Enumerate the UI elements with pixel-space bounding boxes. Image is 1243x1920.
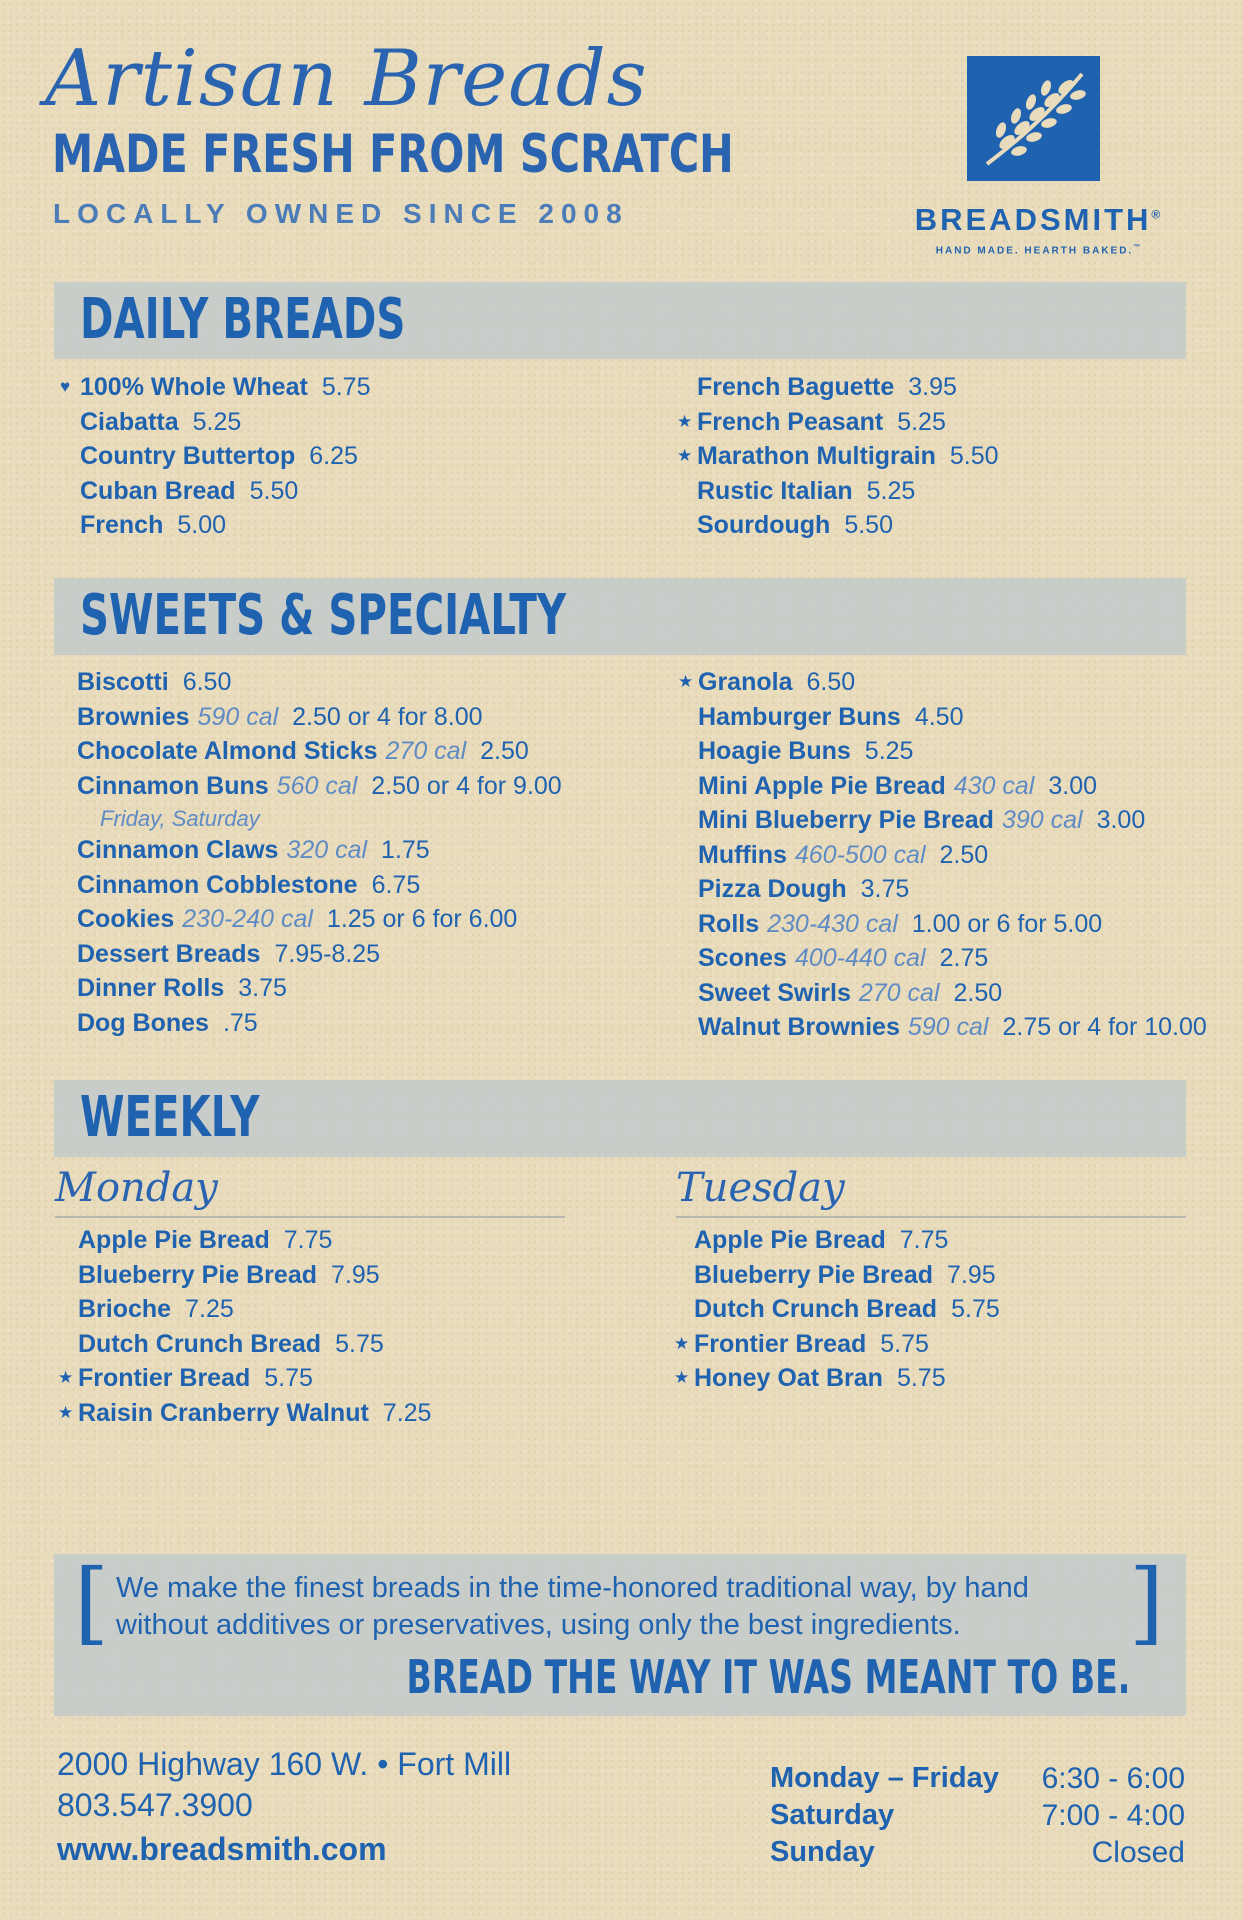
item-price: 5.25 xyxy=(897,407,946,436)
item-name: Raisin Cranberry Walnut xyxy=(78,1398,369,1427)
hours-day-weekdays: Monday – Friday xyxy=(770,1762,999,1794)
item-name: Frontier Bread xyxy=(78,1364,251,1392)
item-price: 2.75 or 4 for 10.00 xyxy=(1002,1013,1207,1041)
menu-item xyxy=(58,1398,432,1427)
menu-item xyxy=(677,442,999,470)
item-price: 7.95 xyxy=(331,1260,380,1289)
star-icon: ★ xyxy=(674,1368,690,1387)
item-name: Rustic Italian xyxy=(697,476,853,505)
address: 2000 Highway 160 W. • Fort Mill xyxy=(57,1746,512,1782)
item-name: Ciabatta xyxy=(80,407,179,436)
brand-tagline: HAND MADE. HEARTH BAKED.™ xyxy=(935,244,1143,257)
item-name: Cinnamon Buns xyxy=(77,771,269,800)
menu-item xyxy=(77,939,381,968)
star-icon: ★ xyxy=(677,446,693,465)
monday-heading: Monday xyxy=(55,1165,218,1211)
item-price: 7.25 xyxy=(382,1398,432,1427)
menu-item xyxy=(697,513,893,538)
menu-item xyxy=(77,838,430,863)
menu-item xyxy=(77,771,562,800)
item-price: 1.25 or 6 for 6.00 xyxy=(326,905,518,933)
menu-item xyxy=(697,375,957,400)
item-name: Country Buttertop xyxy=(80,442,296,470)
item-price: 6.50 xyxy=(182,668,232,696)
quote-line-2: without additives or preservatives, using only the best ingredients. xyxy=(116,1609,961,1641)
item-name: Rolls xyxy=(698,909,760,938)
menu-item xyxy=(58,1364,313,1392)
item-price: 5.50 xyxy=(249,476,299,505)
item-name: Dutch Crunch Bread xyxy=(78,1329,322,1358)
item-price: 7.75 xyxy=(899,1226,949,1254)
menu-item xyxy=(78,1228,332,1253)
item-price: 3.95 xyxy=(908,373,957,401)
item-price: 4.50 xyxy=(914,702,964,731)
item-name: Brownies xyxy=(77,702,190,731)
item-price: 5.50 xyxy=(844,511,893,539)
item-name: Dinner Rolls xyxy=(77,974,225,1002)
menu-item xyxy=(698,739,913,764)
menu-item xyxy=(60,373,371,401)
item-calories: 230-430 cal xyxy=(767,909,898,938)
tuesday-heading: Tuesday xyxy=(676,1165,845,1211)
menu-item xyxy=(77,670,231,695)
item-price: 2.75 xyxy=(939,944,989,972)
menu-item xyxy=(77,976,287,1001)
menu-item xyxy=(80,444,358,469)
weekly-title: WEEKLY xyxy=(80,1085,260,1150)
item-calories: 460-500 cal xyxy=(794,840,926,869)
item-name: French Peasant xyxy=(697,407,884,436)
item-price: 5.50 xyxy=(949,442,999,470)
item-name: Apple Pie Bread xyxy=(78,1226,270,1254)
item-price: 7.75 xyxy=(283,1226,333,1254)
item-calories: 320 cal xyxy=(286,836,368,864)
item-price: 1.75 xyxy=(381,836,430,864)
item-name: Granola xyxy=(698,668,793,696)
item-name: Muffins xyxy=(698,840,787,869)
item-name: Dog Bones xyxy=(77,1008,209,1037)
tuesday-divider xyxy=(676,1216,1186,1218)
item-name: Scones xyxy=(698,944,787,972)
item-price: 2.50 xyxy=(953,978,1003,1007)
item-name: Mini Blueberry Pie Bread xyxy=(698,806,994,834)
menu-item xyxy=(80,476,299,505)
hours-day-saturday: Saturday xyxy=(770,1799,895,1831)
item-name: 100% Whole Wheat xyxy=(80,373,308,401)
item-price: 2.50 or 4 for 9.00 xyxy=(371,771,562,800)
cinnamon-buns-note: Friday, Saturday xyxy=(100,806,260,831)
item-price: 3.75 xyxy=(238,974,287,1002)
item-calories: 430 cal xyxy=(953,771,1035,800)
menu-item xyxy=(694,1297,1000,1322)
item-price: 7.25 xyxy=(185,1295,234,1323)
menu-item xyxy=(674,1364,946,1392)
item-name: Blueberry Pie Bread xyxy=(694,1260,933,1289)
quote-text xyxy=(116,1570,1029,1644)
item-calories: 590 cal xyxy=(197,702,279,731)
item-name: Mini Apple Pie Bread xyxy=(698,771,946,800)
item-price: 2.50 or 4 for 8.00 xyxy=(292,702,483,731)
menu-item xyxy=(698,840,989,869)
star-icon: ★ xyxy=(58,1402,74,1422)
daily-breads-title: DAILY BREADS xyxy=(80,287,406,352)
daily-breads-band xyxy=(54,282,1186,359)
quote-band xyxy=(54,1550,1186,1716)
item-price: 5.75 xyxy=(335,1329,384,1358)
item-name: Hamburger Buns xyxy=(698,702,901,731)
item-calories: 270 cal xyxy=(858,978,940,1007)
sweets-title: SWEETS & SPECIALTY xyxy=(80,583,567,648)
menu-item xyxy=(694,1228,948,1253)
item-price: 1.00 or 6 for 5.00 xyxy=(911,909,1103,938)
menu-item xyxy=(77,739,529,764)
menu-item xyxy=(698,877,909,902)
item-name: French xyxy=(80,511,164,539)
star-icon: ★ xyxy=(58,1368,74,1387)
menu-item xyxy=(678,668,856,696)
item-name: Honey Oat Bran xyxy=(694,1364,883,1392)
breadsmith-logo xyxy=(967,56,1100,181)
item-name: Sourdough xyxy=(697,511,831,539)
headline: MADE FRESH FROM SCRATCH xyxy=(52,124,734,185)
star-icon: ★ xyxy=(674,1333,690,1353)
item-calories: 560 cal xyxy=(276,771,358,800)
menu-item xyxy=(77,870,421,899)
menu-item xyxy=(77,1008,258,1037)
item-price: 5.25 xyxy=(866,476,916,505)
menu-item xyxy=(698,808,1145,833)
menu-item xyxy=(78,1329,384,1358)
item-name: Walnut Brownies xyxy=(698,1013,900,1041)
item-calories: 390 cal xyxy=(1001,806,1083,834)
item-calories: 270 cal xyxy=(385,737,467,765)
item-price: 2.50 xyxy=(480,737,529,765)
menu-item xyxy=(698,946,988,971)
menu-item xyxy=(698,702,964,731)
quote-line-1: We make the finest breads in the time-honored traditional way, by hand xyxy=(116,1572,1029,1604)
item-price: 5.75 xyxy=(264,1364,313,1392)
hours-day-sunday: Sunday xyxy=(770,1836,875,1868)
menu-item xyxy=(698,978,1003,1007)
item-name: Biscotti xyxy=(77,668,169,696)
slogan: BREAD THE WAY IT WAS MEANT TO BE. xyxy=(406,1650,1130,1704)
weekly-band xyxy=(54,1080,1186,1157)
item-name: Blueberry Pie Bread xyxy=(78,1260,317,1289)
item-price: 3.00 xyxy=(1048,771,1098,800)
item-price: 3.00 xyxy=(1096,806,1146,834)
item-price: 5.75 xyxy=(321,373,371,401)
item-name: Hoagie Buns xyxy=(698,737,851,765)
star-icon: ★ xyxy=(677,411,693,431)
item-price: 2.50 xyxy=(939,840,989,869)
item-name: Dessert Breads xyxy=(77,939,261,968)
item-calories: 590 cal xyxy=(907,1013,989,1041)
item-price: 5.75 xyxy=(951,1295,1000,1323)
item-calories: 400-440 cal xyxy=(794,944,926,972)
item-price: 5.00 xyxy=(177,511,227,539)
menu-item xyxy=(697,476,916,505)
menu-item xyxy=(677,407,946,436)
menu-item xyxy=(698,771,1098,800)
item-calories: 230-240 cal xyxy=(182,905,313,933)
open-bracket: [ xyxy=(74,1550,110,1655)
menu-item xyxy=(78,1297,234,1322)
item-price: 6.50 xyxy=(806,668,856,696)
item-price: 7.95 xyxy=(947,1260,996,1289)
item-price: 7.95-8.25 xyxy=(274,939,381,968)
item-name: French Baguette xyxy=(697,373,895,401)
wheat-icon xyxy=(967,56,1100,181)
phone: 803.547.3900 xyxy=(57,1787,253,1823)
item-name: Cinnamon Cobblestone xyxy=(77,870,358,899)
item-price: 5.75 xyxy=(896,1364,946,1392)
hours-time-weekdays: 6:30 - 6:00 xyxy=(1041,1762,1185,1795)
menu-item xyxy=(77,907,517,932)
script-title: Artisan Breads xyxy=(45,34,648,124)
item-name: Cuban Bread xyxy=(80,476,236,505)
heart-icon: ♥ xyxy=(60,377,71,396)
item-name: Cookies xyxy=(77,905,175,933)
since-tagline: LOCALLY OWNED SINCE 2008 xyxy=(53,198,629,229)
hours-time-saturday: 7:00 - 4:00 xyxy=(1041,1799,1185,1832)
item-name: Brioche xyxy=(78,1295,172,1323)
sweets-band xyxy=(54,578,1186,655)
item-price: .75 xyxy=(222,1008,258,1037)
close-bracket: ] xyxy=(1128,1550,1164,1655)
menu-item xyxy=(698,909,1103,938)
brand-name: BREADSMITH® xyxy=(914,202,1164,237)
item-name: Frontier Bread xyxy=(694,1329,867,1358)
item-name: Sweet Swirls xyxy=(698,978,851,1007)
item-name: Dutch Crunch Bread xyxy=(694,1295,938,1323)
menu-item xyxy=(698,1015,1207,1040)
item-price: 5.75 xyxy=(880,1329,929,1358)
item-name: Cinnamon Claws xyxy=(77,836,279,864)
item-name: Chocolate Almond Sticks xyxy=(77,737,378,765)
item-price: 3.75 xyxy=(860,875,910,903)
item-name: Pizza Dough xyxy=(698,875,847,903)
item-name: Apple Pie Bread xyxy=(694,1226,886,1254)
hours-time-sunday: Closed xyxy=(1091,1836,1185,1869)
menu-item xyxy=(80,407,242,436)
menu-item xyxy=(694,1260,996,1289)
monday-divider xyxy=(55,1216,565,1218)
menu-item xyxy=(78,1260,380,1289)
menu-item xyxy=(674,1329,929,1358)
item-price: 6.75 xyxy=(371,870,421,899)
item-price: 6.25 xyxy=(309,442,358,470)
item-name: Marathon Multigrain xyxy=(697,442,936,470)
menu-item xyxy=(77,702,483,731)
item-price: 5.25 xyxy=(192,407,242,436)
menu-item xyxy=(80,513,226,538)
website-link[interactable]: www.breadsmith.com xyxy=(57,1831,387,1867)
star-icon: ★ xyxy=(678,672,694,691)
item-price: 5.25 xyxy=(864,737,914,765)
